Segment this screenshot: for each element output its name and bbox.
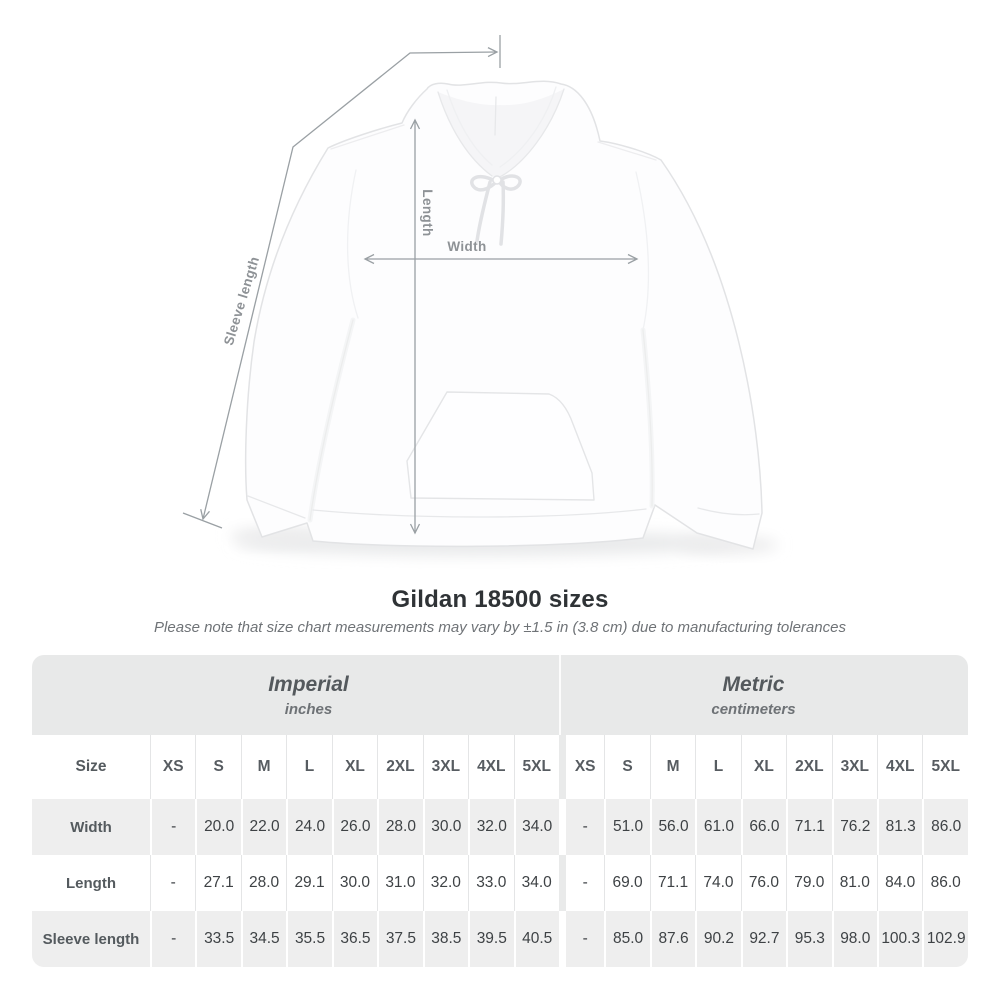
table-cell: 34.0 [514, 799, 559, 855]
table-cell: 27.1 [195, 855, 240, 911]
sleeve-length-measure-label: Sleeve length [220, 254, 263, 348]
table-cell: 90.2 [695, 911, 740, 967]
table-cell: - [150, 799, 195, 855]
table-cell: 24.0 [286, 799, 331, 855]
table-cell: 84.0 [877, 855, 922, 911]
table-cell: 38.5 [423, 911, 468, 967]
table-cell: 29.1 [286, 855, 331, 911]
table-row [32, 799, 968, 855]
table-row [32, 911, 968, 967]
table-cell: 34.0 [514, 855, 559, 911]
size-table-body [32, 799, 968, 967]
size-column-header: XS [559, 735, 604, 799]
table-cell: 28.0 [377, 799, 422, 855]
size-column-header: XS [150, 735, 195, 799]
size-chart-table [32, 655, 968, 967]
table-cell: 92.7 [741, 911, 786, 967]
row-label: Width [70, 818, 112, 836]
table-cell: 37.5 [377, 911, 422, 967]
table-cell: 69.0 [604, 855, 649, 911]
size-column-header: L [286, 735, 331, 799]
table-cell: 95.3 [786, 911, 831, 967]
table-cell: 39.5 [468, 911, 513, 967]
width-measure-label: Width [447, 239, 487, 254]
size-column-header: 5XL [922, 735, 968, 799]
table-cell: 66.0 [741, 799, 786, 855]
imperial-label: Imperial [268, 672, 349, 696]
table-cell: 34.5 [241, 911, 286, 967]
table-cell: 40.5 [514, 911, 559, 967]
imperial-units-label: inches [284, 700, 333, 718]
table-cell: 20.0 [195, 799, 240, 855]
size-column-header: 4XL [468, 735, 513, 799]
table-cell: 26.0 [332, 799, 377, 855]
size-column-header: XL [741, 735, 786, 799]
size-column-header: 5XL [514, 735, 559, 799]
metric-label: Metric [722, 672, 785, 696]
table-cell: 81.0 [832, 855, 877, 911]
table-cell: 86.0 [922, 855, 968, 911]
table-cell: 100.3 [877, 911, 922, 967]
size-corner-header: Size [75, 758, 107, 775]
table-cell: 87.6 [650, 911, 695, 967]
table-cell: - [559, 855, 604, 911]
table-cell: 61.0 [695, 799, 740, 855]
table-cell: 32.0 [423, 855, 468, 911]
size-column-header: S [604, 735, 649, 799]
table-cell: 56.0 [650, 799, 695, 855]
size-column-header: 3XL [423, 735, 468, 799]
table-cell: 30.0 [423, 799, 468, 855]
metric-section-header [559, 655, 968, 735]
size-column-header: 2XL [377, 735, 422, 799]
table-cell: 74.0 [695, 855, 740, 911]
size-column-header: M [650, 735, 695, 799]
table-cell: 30.0 [332, 855, 377, 911]
size-column-header: M [241, 735, 286, 799]
table-cell: 71.1 [650, 855, 695, 911]
table-cell: 98.0 [832, 911, 877, 967]
table-cell: 71.1 [786, 799, 831, 855]
table-cell: 85.0 [604, 911, 649, 967]
table-cell: 22.0 [241, 799, 286, 855]
table-cell: 33.5 [195, 911, 240, 967]
table-cell: 32.0 [468, 799, 513, 855]
size-header-row [32, 735, 968, 799]
sleeve-length-end-tick [183, 513, 222, 528]
length-measure-label: Length [420, 189, 435, 237]
table-cell: 76.2 [832, 799, 877, 855]
table-row [32, 855, 968, 911]
table-cell: 36.5 [332, 911, 377, 967]
table-cell: - [150, 855, 195, 911]
table-cell: 31.0 [377, 855, 422, 911]
tolerance-note: Please note that size chart measurements may vary by ±1.5 in (3.8 cm) due to manufacturing tolerances [154, 619, 846, 636]
table-cell: 102.9 [922, 911, 968, 967]
table-cell: - [559, 911, 604, 967]
size-column-header: 2XL [786, 735, 831, 799]
row-label: Length [66, 874, 116, 892]
size-column-header: XL [332, 735, 377, 799]
metric-units-label: centimeters [711, 700, 796, 718]
units-header-row [32, 655, 968, 735]
table-cell: 28.0 [241, 855, 286, 911]
table-cell: 33.0 [468, 855, 513, 911]
page-title: Gildan 18500 sizes [391, 586, 609, 613]
table-cell: 35.5 [286, 911, 331, 967]
table-cell: - [559, 799, 604, 855]
size-column-header: 3XL [832, 735, 877, 799]
size-table [32, 655, 968, 967]
table-cell: - [150, 911, 195, 967]
size-column-header: 4XL [877, 735, 922, 799]
imperial-section-header [32, 655, 559, 735]
row-label: Sleeve length [42, 930, 140, 948]
table-cell: 81.3 [877, 799, 922, 855]
size-column-header: S [195, 735, 240, 799]
table-cell: 79.0 [786, 855, 831, 911]
table-cell: 51.0 [604, 799, 649, 855]
table-cell: 76.0 [741, 855, 786, 911]
table-cell: 86.0 [922, 799, 968, 855]
size-column-header: L [695, 735, 740, 799]
